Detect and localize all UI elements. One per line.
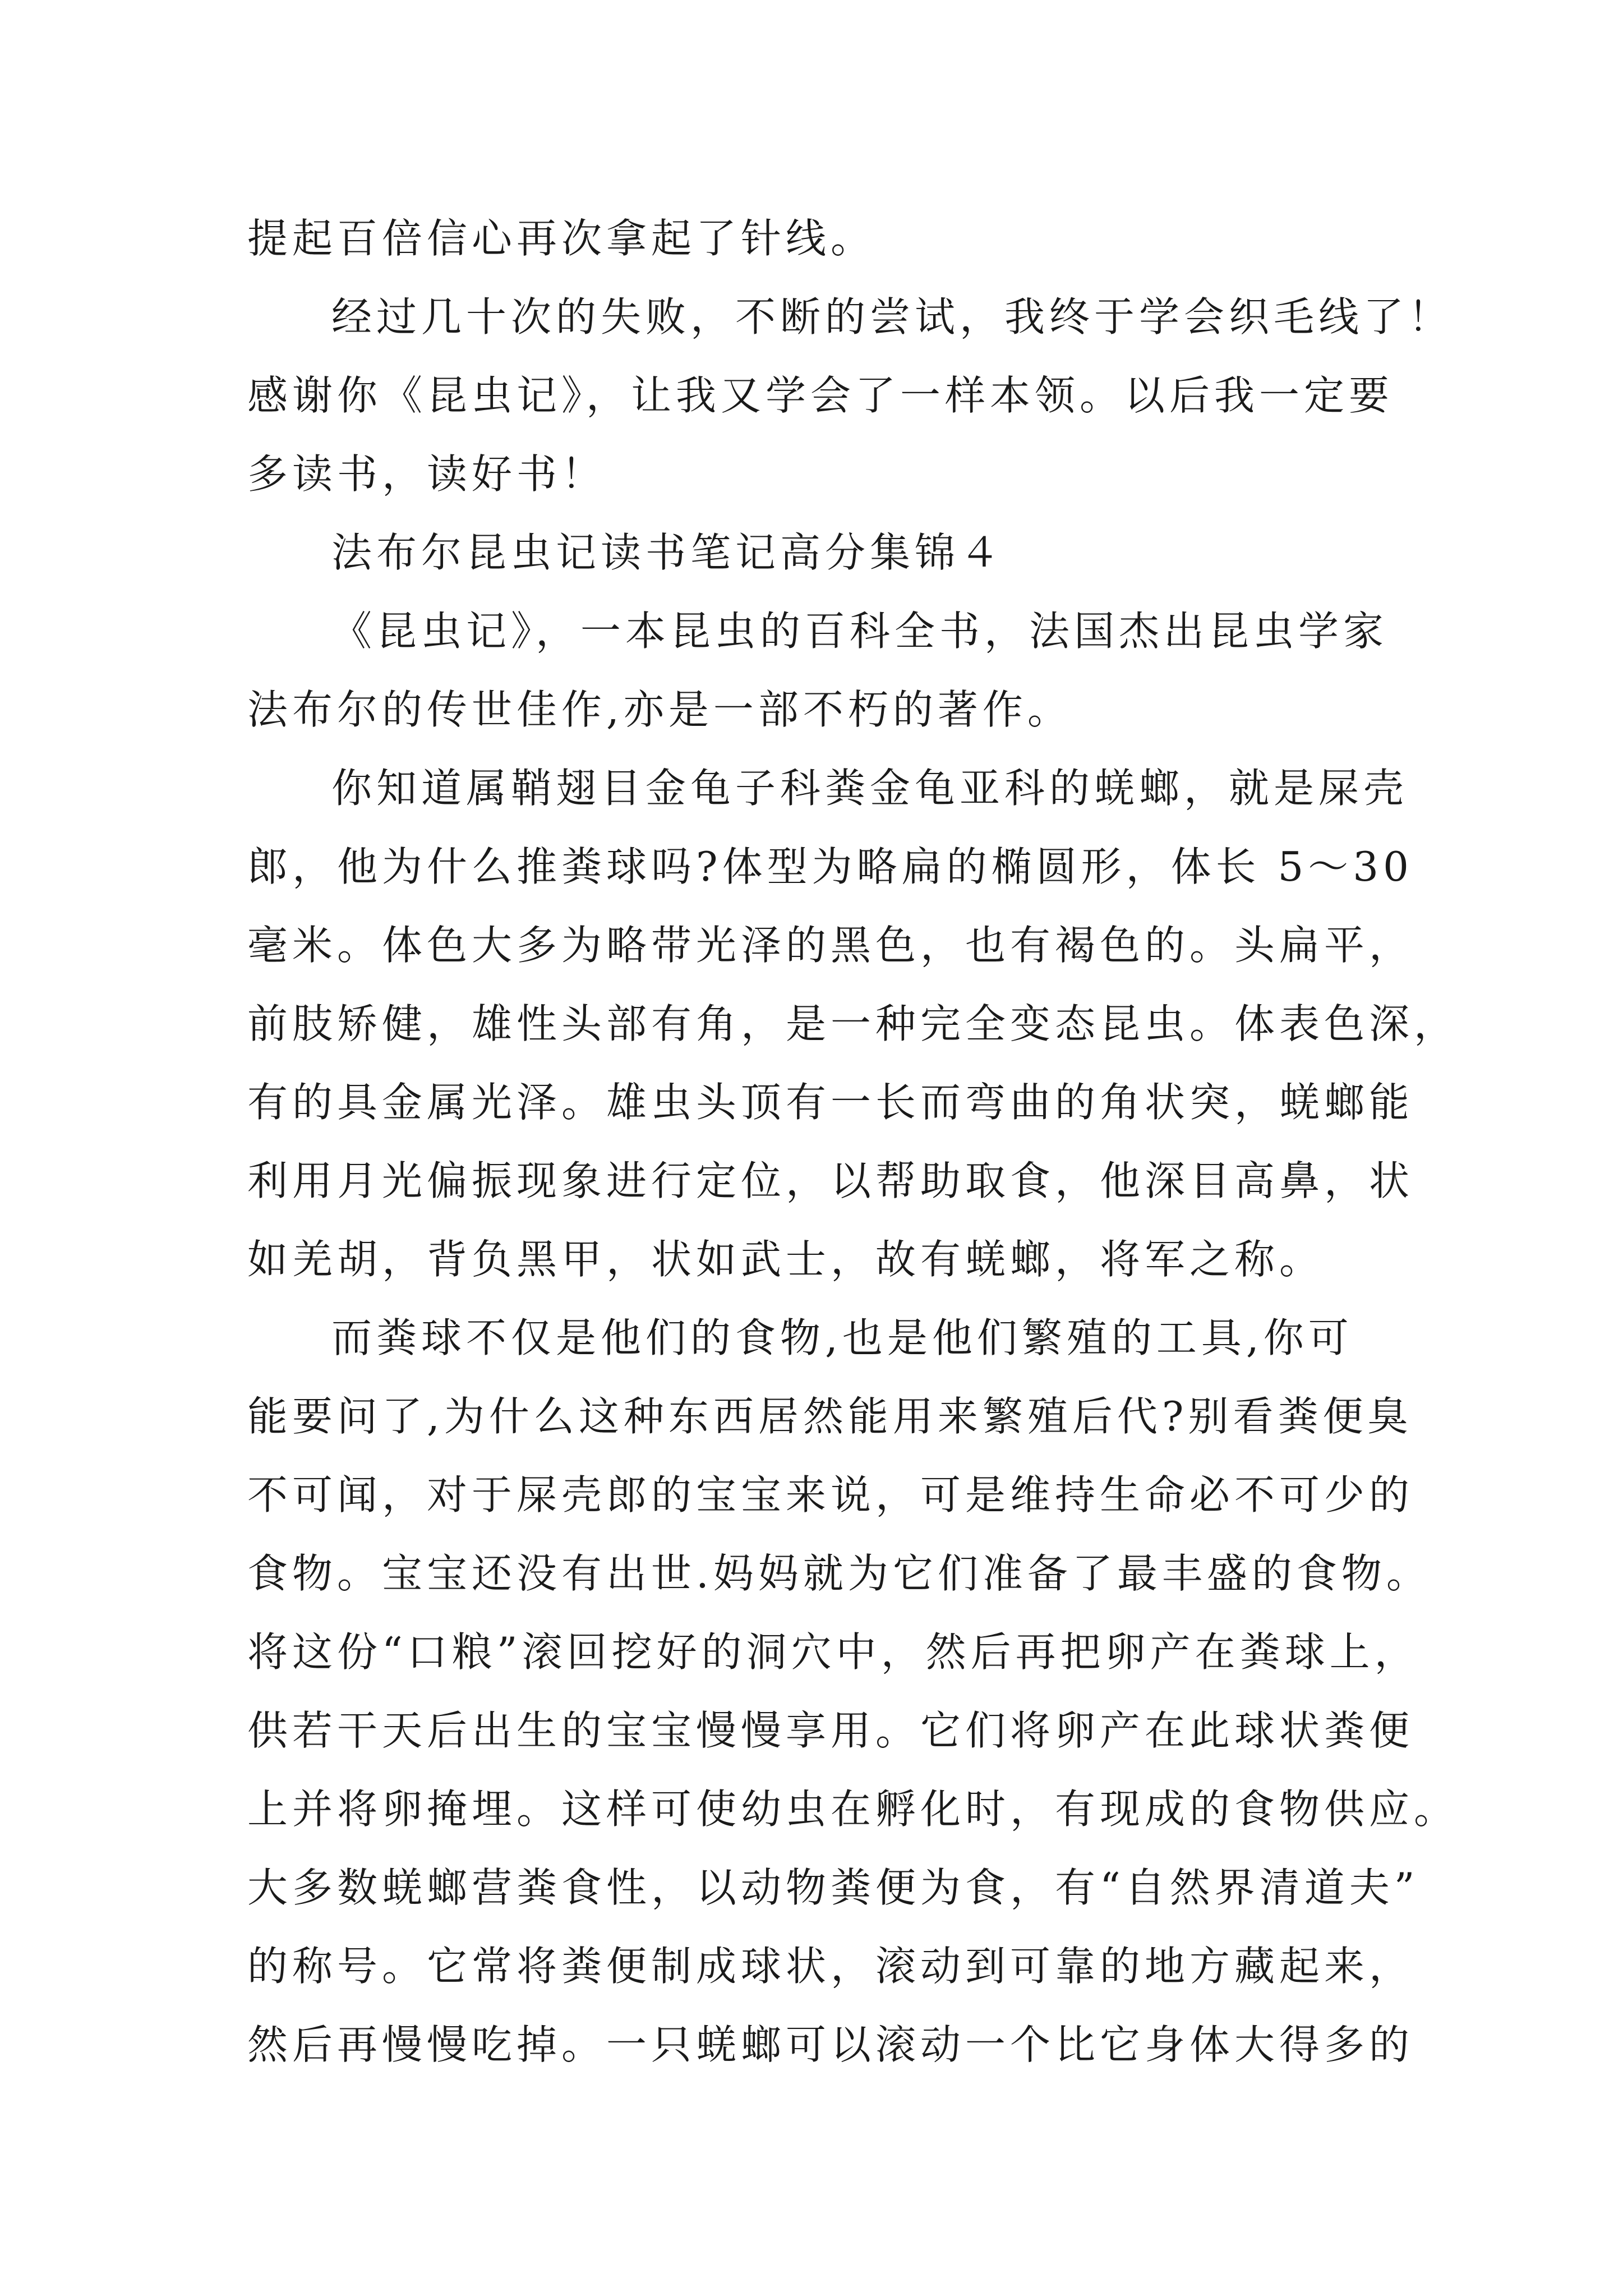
document-body (247, 199, 1459, 2084)
text-line: 毫米。体色大多为略带光泽的黑色，也有褐色的。头扁平， (247, 922, 1414, 969)
section-heading: 法布尔昆虫记读书笔记高分集锦４ (331, 529, 1005, 576)
text-line: 如羌胡，背负黑甲，状如武士，故有蜣螂，将军之称。 (247, 1236, 1325, 1283)
text-line: 法布尔的传世佳作,亦是一部不朽的著作。 (247, 686, 1072, 733)
text-line: 的称号。它常将粪便制成球状，滚动到可靠的地方藏起来， (247, 1943, 1414, 1990)
text-line: 前肢矫健，雄性头部有角，是一种完全变态昆虫。体表色深， (247, 1000, 1459, 1047)
text-line: 郎，他为什么推粪球吗?体型为略扁的椭圆形，体长 5～30 (247, 843, 1413, 890)
text-line: 供若干天后出生的宝宝慢慢享用。它们将卵产在此球状粪便 (247, 1707, 1414, 1754)
text-line: 经过几十次的失败，不断的尝试，我终于学会织毛线了！ (331, 293, 1454, 341)
text-line: 多读书，读好书！ (247, 450, 607, 498)
text-line: 将这份“口粮”滚回挖好的洞穴中，然后再把卵产在粪球上， (247, 1628, 1419, 1676)
text-line: 上并将卵掩埋。这样可使幼虫在孵化时，有现成的食物供应。 (247, 1786, 1459, 1833)
text-line: 感谢你《昆虫记》，让我又学会了一样本领。以后我一定要 (247, 372, 1394, 419)
text-line: 你知道属鞘翅目金龟子科粪金龟亚科的蜣螂，就是屎壳 (331, 765, 1409, 812)
text-line: 而粪球不仅是他们的食物,也是他们繁殖的工具,你可 (331, 1314, 1353, 1361)
text-line: 能要问了,为什么这种东西居然能用来繁殖后代?别看粪便臭 (247, 1393, 1413, 1440)
text-line: 然后再慢慢吃掉。一只蜣螂可以滚动一个比它身体大得多的 (247, 2021, 1414, 2068)
text-line: 提起百倍信心再次拿起了针线。 (247, 215, 876, 262)
text-line: 有的具金属光泽。雄虫头顶有一长而弯曲的角状突，蜣螂能 (247, 1079, 1414, 1126)
text-line: 《昆虫记》，一本昆虫的百科全书，法国杰出昆虫学家 (331, 608, 1389, 655)
text-line: 不可闻，对于屎壳郎的宝宝来说，可是维持生命必不可少的 (247, 1471, 1414, 1519)
text-line: 大多数蜣螂营粪食性，以动物粪便为食，有“自然界清道夫” (247, 1864, 1419, 1911)
text-line: 利用月光偏振现象进行定位，以帮助取食，他深目高鼻，状 (247, 1157, 1414, 1204)
text-line: 食物。宝宝还没有出世.妈妈就为它们准备了最丰盛的食物。 (247, 1550, 1431, 1597)
